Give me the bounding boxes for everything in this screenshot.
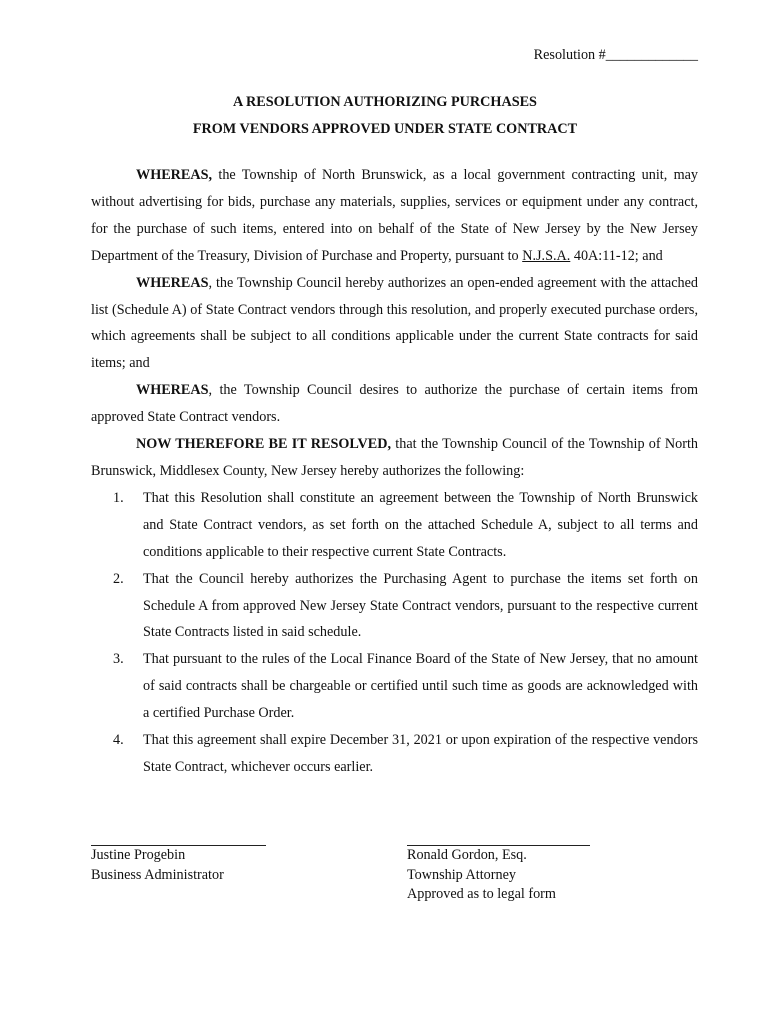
paragraph-lead: WHEREAS: [136, 382, 209, 399]
list-item: [91, 485, 698, 566]
whereas-paragraph-1: [91, 162, 698, 270]
list-item: [91, 727, 698, 781]
paragraph-text: that the Township Council of the Township of North Brunswick, Middlesex County, New Jersey hereby authorizes the following:: [91, 436, 698, 479]
signer-title: Township Attorney: [407, 866, 516, 883]
list-item: [91, 646, 698, 727]
statute-citation: N.J.S.A.: [522, 247, 571, 264]
signer-name: Ronald Gordon, Esq.: [407, 847, 527, 863]
whereas-paragraph-2: [91, 270, 698, 378]
whereas-paragraph-3: [91, 377, 698, 431]
signature-block-attorney: [407, 845, 590, 905]
document-title-line-2: FROM VENDORS APPROVED UNDER STATE CONTRACT: [192, 121, 578, 137]
paragraph-tail: 40A:11-12; and: [570, 247, 663, 264]
resolution-items-list: [91, 485, 698, 781]
item-text: That the Council hereby authorizes the Purchasing Agent to purchase the items set forth on Schedule A from approved New Jersey State Contract vendors, pursuant to the respective current State Contracts listed in said schedule.: [143, 570, 698, 641]
item-text: That this agreement shall expire December 31, 2021 or upon expiration of the respective vendors State Contract, whichever occurs earlier.: [143, 732, 698, 775]
resolved-paragraph: [91, 431, 698, 485]
item-number: 1.: [113, 489, 124, 506]
item-text: That pursuant to the rules of the Local Finance Board of the State of New Jersey, that no amount of said contracts shall be chargeable or certified until such time as goods are acknowledged with a certified Purchase Order.: [143, 651, 698, 722]
paragraph-lead: WHEREAS,: [136, 167, 213, 183]
signer-name: Justine Progebin: [91, 847, 186, 863]
approval-note: Approved as to legal form: [407, 886, 556, 902]
item-number: 2.: [113, 570, 124, 587]
paragraph-text: , the Township Council hereby authorizes an open-ended agreement with the attached list (Schedule A) of State Contract vendors through this resolution, and properly executed purchase orders, which agreements shall be subject to all conditions applicable under the current State contracts for said items; and: [91, 274, 698, 372]
paragraph-lead: WHEREAS: [136, 274, 209, 291]
signature-block-administrator: [91, 845, 266, 885]
paragraph-text: , the Township Council desires to authorize the purchase of certain items from approved State Contract vendors.: [91, 382, 698, 426]
signer-title: Business Administrator: [91, 866, 224, 883]
item-number: 3.: [113, 651, 124, 668]
resolution-body: [91, 162, 698, 781]
list-item: [91, 566, 698, 647]
document-title-line-1: A RESOLUTION AUTHORIZING PURCHASES: [233, 94, 537, 110]
item-text: That this Resolution shall constitute an agreement between the Township of North Brunswick and State Contract vendors, as set forth on the attached Schedule A, subject to all terms and conditions applicable to their respective current State Contracts.: [143, 489, 698, 560]
paragraph-text: the Township of North Brunswick, as a local government contracting unit, may without advertising for bids, purchase any materials, supplies, services or equipment under any contract, for the purchase of such items, entered into on behalf of the State of New Jersey by the New Jersey Department of the Treasury, Division of Purchase and Property, pursuant to: [91, 167, 698, 264]
item-number: 4.: [113, 732, 124, 749]
paragraph-lead: NOW THEREFORE BE IT RESOLVED,: [136, 436, 392, 453]
resolution-number: Resolution #_____________: [533, 47, 698, 63]
